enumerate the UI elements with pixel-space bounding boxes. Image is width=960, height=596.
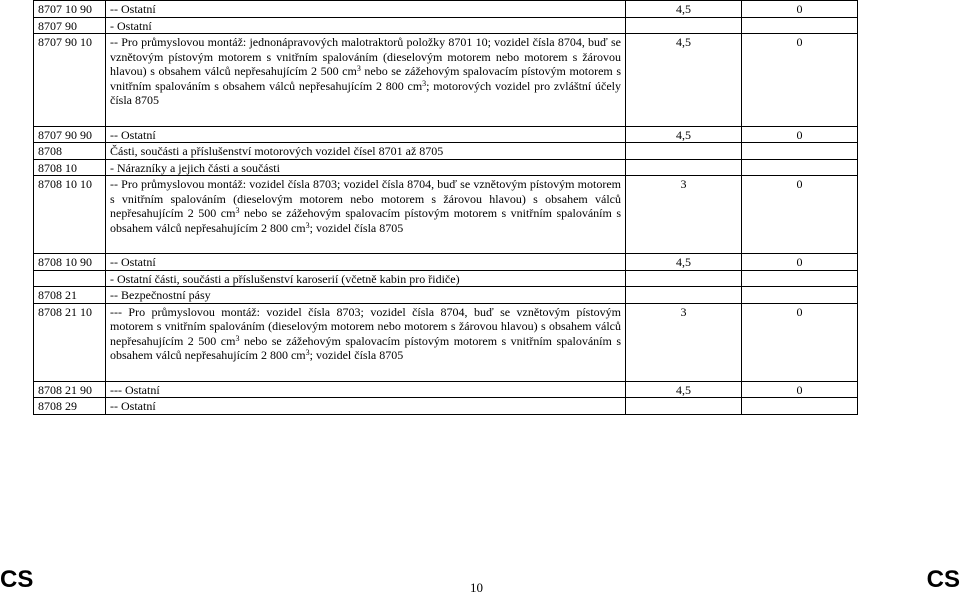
rate-cell: 3 [626, 303, 742, 381]
code-cell: 8707 90 [34, 17, 106, 34]
description-text: ; vozidel čísla 8705 [309, 348, 404, 362]
superscript: 3 [305, 348, 310, 357]
pref-rate-cell: 0 [742, 34, 858, 127]
pref-rate-cell: 0 [742, 176, 858, 254]
description-cell [106, 176, 626, 254]
superscript: 3 [422, 78, 427, 88]
table-row [34, 287, 858, 304]
rate-cell [626, 143, 742, 160]
rate-cell [626, 287, 742, 304]
description-cell: -- Ostatní [106, 1, 626, 18]
superscript: 3 [235, 206, 240, 215]
superscript: 3 [305, 220, 310, 230]
description-cell: - Ostatní části, součásti a příslušenství karoserií (včetně kabin pro řidiče) [106, 270, 626, 287]
code-cell: 8708 21 90 [34, 381, 106, 398]
description-text: -- Pro průmyslovou montáž: vozidel čísla 8703; vozidel čísla 8704, buď se vznětovým pístovým motorem s vnitřním spalováním (dieselovým motorem nebo motorem s žárovou hlavou) s obsahem válců nepřesahujícím 2 500 cm [110, 177, 621, 220]
pref-rate-cell [742, 159, 858, 176]
rate-cell: 4,5 [626, 34, 742, 127]
description-text: ; motorových vozidel pro zvláštní účely čísla 8705 [110, 78, 622, 107]
code-cell: 8708 [34, 143, 106, 160]
pref-rate-cell: 0 [742, 254, 858, 271]
code-cell: 8708 21 [34, 287, 106, 304]
table-row [34, 381, 858, 398]
rate-cell [626, 398, 742, 415]
rate-cell: 4,5 [626, 381, 742, 398]
pref-rate-cell: 0 [742, 126, 858, 143]
page-number: 10 [470, 580, 483, 595]
footer-language-code-right: CS [926, 566, 960, 593]
pref-rate-cell [742, 17, 858, 34]
code-cell: 8707 90 90 [34, 126, 106, 143]
description-text: ; vozidel čísla 8705 [309, 220, 404, 235]
description-cell: Části, součásti a příslušenství motorových vozidel čísel 8701 až 8705 [106, 143, 626, 160]
rate-cell [626, 270, 742, 287]
pref-rate-cell [742, 398, 858, 415]
description-cell: -- Ostatní [106, 254, 626, 271]
table-row [34, 143, 858, 160]
description-cell [106, 303, 626, 381]
description-cell: -- Ostatní [106, 398, 626, 415]
description-text: nebo se zážehovým spalovacím pístovým motorem s vnitřním spalováním s obsahem válců nepřesahujícím 2 800 cm [110, 206, 621, 235]
pref-rate-cell [742, 143, 858, 160]
rate-cell: 3 [626, 176, 742, 254]
code-cell: 8708 29 [34, 398, 106, 415]
table-row [34, 254, 858, 271]
table-row [34, 1, 858, 18]
table-row [34, 34, 858, 127]
description-text: -- Pro průmyslovou montáž: jednonápravových malotraktorů položky 8701 10; vozidel čísla 8704, buď se vznětovým pístovým motorem s vnitřním spalováním (dieselovým motorem nebo motorem s žárovou hlavou) s obsahem válců nepřesahujícím 2 500 cm [110, 35, 621, 78]
table-row [34, 398, 858, 415]
table-row [34, 176, 858, 254]
tariff-table [33, 0, 858, 415]
description-cell: - Ostatní [106, 17, 626, 34]
description-cell: - Nárazníky a jejich části a součásti [106, 159, 626, 176]
table-row [34, 17, 858, 34]
pref-rate-cell [742, 270, 858, 287]
description-cell [106, 34, 626, 127]
rate-cell [626, 159, 742, 176]
pref-rate-cell: 0 [742, 303, 858, 381]
description-cell: --- Ostatní [106, 381, 626, 398]
description-text: nebo se zážehovým spalovacím pístovým motorem s vnitřním spalováním s obsahem válců nepřesahujícím 2 800 cm [110, 333, 621, 362]
description-text: nebo se zážehovým spalovacím pístovým motorem s vnitřním spalováním s obsahem válců nepřesahujícím 2 800 cm [110, 64, 621, 93]
table-row [34, 303, 858, 381]
code-cell: 8708 10 10 [34, 176, 106, 254]
rate-cell [626, 17, 742, 34]
pref-rate-cell: 0 [742, 381, 858, 398]
rate-cell: 4,5 [626, 126, 742, 143]
description-cell: -- Bezpečnostní pásy [106, 287, 626, 304]
table-row [34, 270, 858, 287]
code-cell: 8708 10 90 [34, 254, 106, 271]
code-cell: 8707 90 10 [34, 34, 106, 127]
code-cell: 8708 21 10 [34, 303, 106, 381]
code-cell: 8708 10 [34, 159, 106, 176]
superscript: 3 [235, 333, 240, 343]
table-row [34, 159, 858, 176]
superscript: 3 [356, 64, 361, 73]
description-text: --- Pro průmyslovou montáž: vozidel čísla 8703; vozidel čísla 8704, buď se vznětovým pístovým motorem s vnitřním spalováním (dieselovým motorem nebo motorem s žárovou hlavou) s obsahem válců nepřesahujícím 2 500 cm [110, 304, 621, 348]
table-row [34, 126, 858, 143]
rate-cell: 4,5 [626, 254, 742, 271]
pref-rate-cell: 0 [742, 1, 858, 18]
code-cell [34, 270, 106, 287]
rate-cell: 4,5 [626, 1, 742, 18]
pref-rate-cell [742, 287, 858, 304]
code-cell: 8707 10 90 [34, 1, 106, 18]
footer-language-code-left: CS [0, 566, 34, 593]
description-cell: -- Ostatní [106, 126, 626, 143]
